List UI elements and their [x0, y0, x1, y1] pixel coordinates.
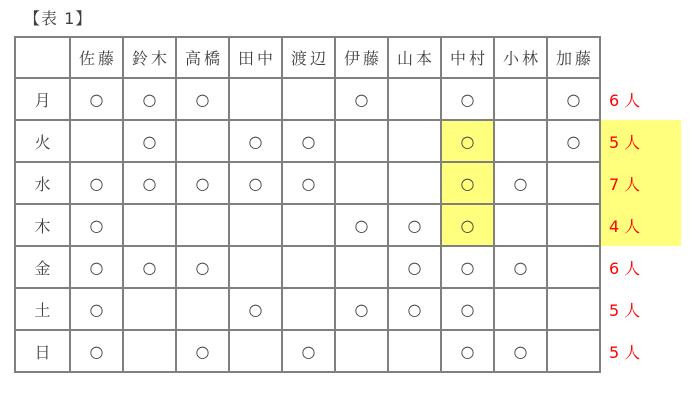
mark-cell	[282, 288, 335, 330]
mark-cell: ○	[123, 162, 176, 204]
table-row-木	[15, 204, 682, 246]
mark-cell: ○	[176, 78, 229, 120]
table-row-火	[15, 120, 682, 162]
mark-cell	[123, 330, 176, 372]
mark-cell	[388, 330, 441, 372]
count-label: 6人	[600, 246, 682, 288]
mark-cell: ○	[176, 162, 229, 204]
count-label: 4人	[600, 204, 682, 246]
mark-cell	[176, 204, 229, 246]
mark-cell: ○	[388, 204, 441, 246]
column-header-6: 伊藤	[335, 37, 388, 78]
mark-cell	[388, 78, 441, 120]
count-header	[600, 37, 682, 78]
mark-cell: ○	[176, 246, 229, 288]
row-header-day: 土	[15, 288, 70, 330]
mark-cell: ○	[282, 330, 335, 372]
mark-cell: ○	[70, 330, 123, 372]
mark-cell: ○	[547, 78, 600, 120]
header-row	[15, 37, 682, 78]
mark-cell	[335, 330, 388, 372]
mark-cell: ○	[70, 162, 123, 204]
mark-cell: ○	[441, 162, 494, 204]
mark-cell	[388, 162, 441, 204]
mark-cell: ○	[388, 288, 441, 330]
mark-cell: ○	[494, 246, 547, 288]
mark-cell: ○	[494, 330, 547, 372]
count-label: 6人	[600, 78, 682, 120]
mark-cell	[547, 162, 600, 204]
mark-cell	[335, 120, 388, 162]
mark-cell	[547, 288, 600, 330]
row-header-day: 日	[15, 330, 70, 372]
mark-cell	[494, 204, 547, 246]
row-header-day: 水	[15, 162, 70, 204]
mark-cell	[494, 288, 547, 330]
mark-cell	[494, 120, 547, 162]
table-title: 【表 1】	[24, 9, 93, 28]
mark-cell: ○	[335, 288, 388, 330]
count-label: 5人	[600, 330, 682, 372]
mark-cell: ○	[441, 288, 494, 330]
column-header-4: 田中	[229, 37, 282, 78]
mark-cell	[547, 204, 600, 246]
mark-cell: ○	[494, 162, 547, 204]
count-label: 5人	[600, 120, 682, 162]
column-header-9: 小林	[494, 37, 547, 78]
table-header	[15, 37, 682, 78]
mark-cell: ○	[176, 330, 229, 372]
column-header-3: 高橋	[176, 37, 229, 78]
mark-cell	[176, 288, 229, 330]
column-header-7: 山本	[388, 37, 441, 78]
mark-cell: ○	[282, 120, 335, 162]
table-row-月	[15, 78, 682, 120]
count-label: 7人	[600, 162, 682, 204]
mark-cell: ○	[388, 246, 441, 288]
mark-cell	[123, 288, 176, 330]
mark-cell	[547, 246, 600, 288]
mark-cell	[335, 246, 388, 288]
mark-cell: ○	[229, 120, 282, 162]
mark-cell: ○	[335, 204, 388, 246]
row-header-day: 火	[15, 120, 70, 162]
mark-cell	[229, 246, 282, 288]
count-label: 5人	[600, 288, 682, 330]
mark-cell	[176, 120, 229, 162]
mark-cell: ○	[70, 204, 123, 246]
mark-cell	[335, 162, 388, 204]
table-row-水	[15, 162, 682, 204]
row-header-day: 月	[15, 78, 70, 120]
mark-cell	[229, 78, 282, 120]
mark-cell: ○	[441, 120, 494, 162]
mark-cell: ○	[547, 120, 600, 162]
mark-cell	[229, 330, 282, 372]
table-body	[15, 78, 682, 372]
mark-cell: ○	[335, 78, 388, 120]
row-header-day: 木	[15, 204, 70, 246]
mark-cell: ○	[229, 288, 282, 330]
mark-cell	[388, 120, 441, 162]
mark-cell: ○	[123, 246, 176, 288]
column-header-5: 渡辺	[282, 37, 335, 78]
mark-cell	[123, 204, 176, 246]
table-row-土	[15, 288, 682, 330]
mark-cell: ○	[123, 120, 176, 162]
attendance-table	[14, 36, 683, 373]
mark-cell: ○	[282, 162, 335, 204]
mark-cell: ○	[70, 246, 123, 288]
mark-cell	[282, 78, 335, 120]
row-header-day: 金	[15, 246, 70, 288]
mark-cell: ○	[441, 78, 494, 120]
table-row-日	[15, 330, 682, 372]
mark-cell: ○	[70, 78, 123, 120]
mark-cell	[282, 246, 335, 288]
mark-cell: ○	[441, 330, 494, 372]
mark-cell	[282, 204, 335, 246]
mark-cell	[70, 120, 123, 162]
column-header-8: 中村	[441, 37, 494, 78]
column-header-10: 加藤	[547, 37, 600, 78]
table-row-金	[15, 246, 682, 288]
mark-cell: ○	[441, 204, 494, 246]
mark-cell	[494, 78, 547, 120]
column-header-1: 佐藤	[70, 37, 123, 78]
mark-cell: ○	[70, 288, 123, 330]
mark-cell	[547, 330, 600, 372]
mark-cell	[229, 204, 282, 246]
corner-cell	[15, 37, 70, 78]
column-header-2: 鈴木	[123, 37, 176, 78]
mark-cell: ○	[229, 162, 282, 204]
mark-cell: ○	[441, 246, 494, 288]
mark-cell: ○	[123, 78, 176, 120]
